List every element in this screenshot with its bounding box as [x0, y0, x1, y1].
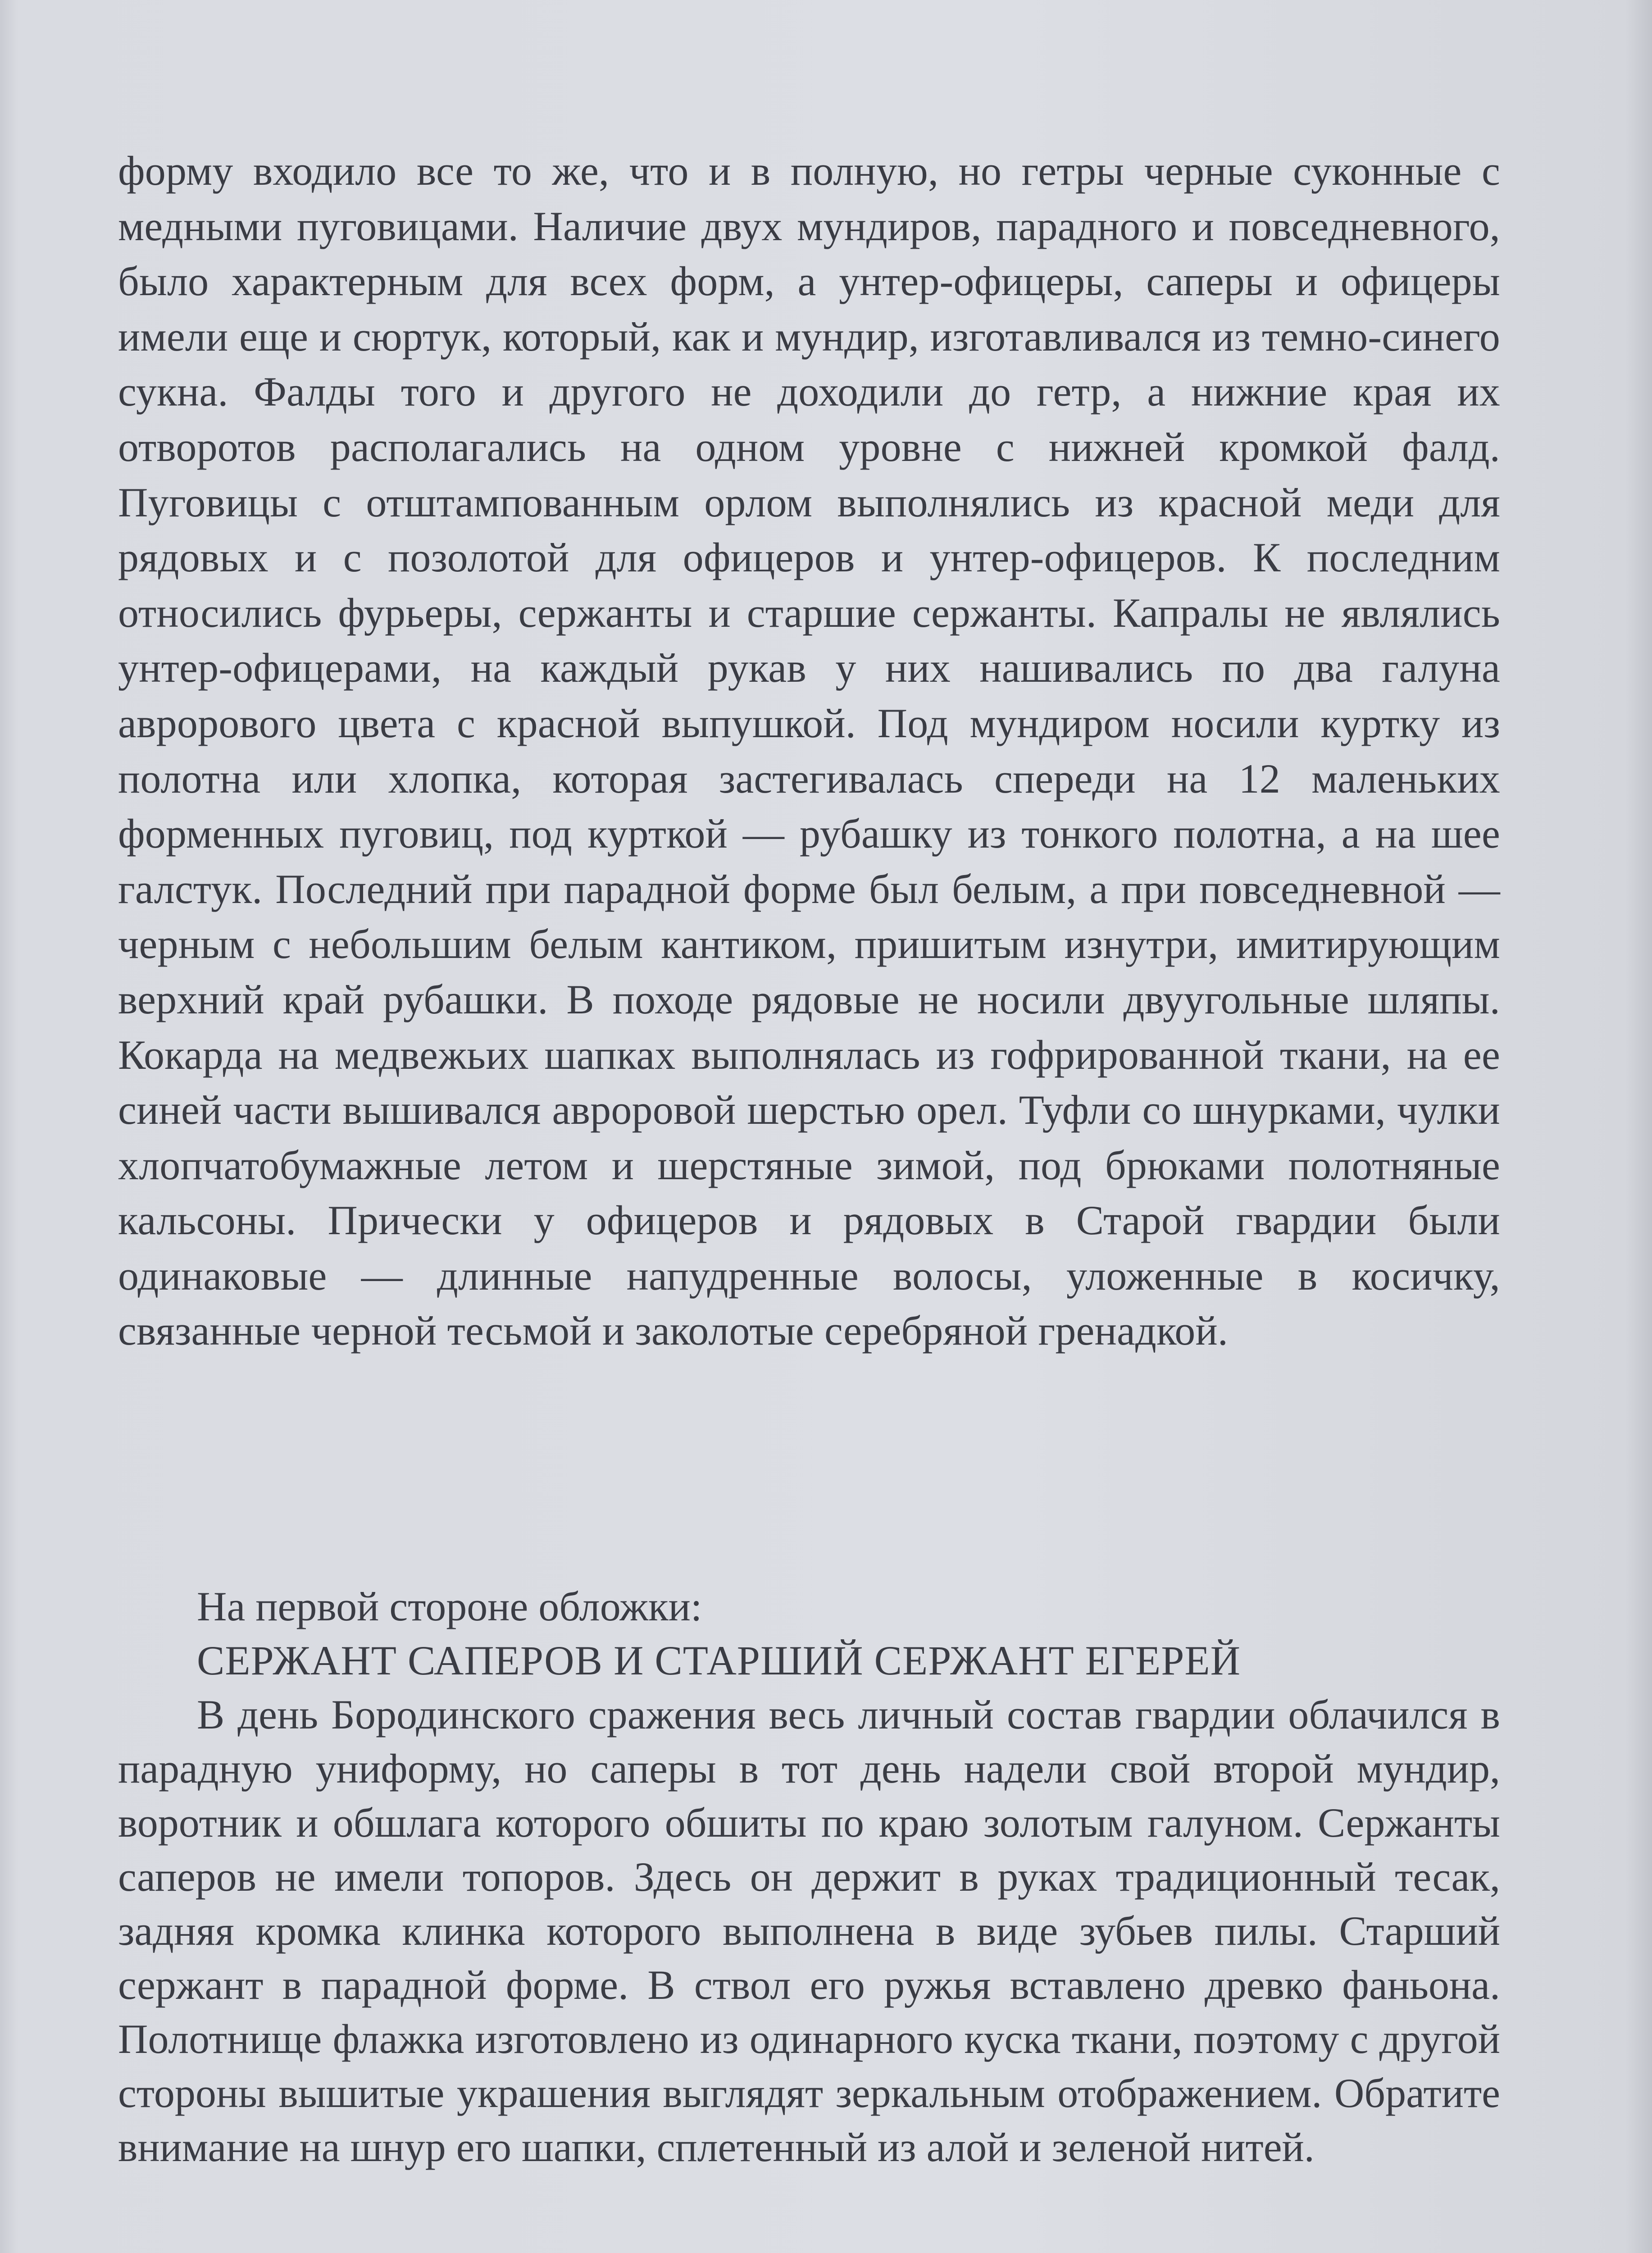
cover-caption — [118, 1579, 1500, 2174]
caption-intro: На первой стороне обложки: — [197, 1583, 702, 1629]
caption-title: СЕРЖАНТ САПЕРОВ И СТАРШИЙ СЕРЖАНТ ЕГЕРЕЙ — [197, 1637, 1241, 1683]
main-text — [118, 143, 1500, 1359]
body-paragraph: форму входило все то же, что и в полную, но гетры черные суконные с медными пуговицами. Наличие двух мундиров, парадного и повседневного, было характерным для всех форм, а унтер-офицеры, саперы и офицеры имели еще и сюртук, который, как и мундир, изготавливался из темно-синего сукна. Фалды того и другого не доходили до гетр, а нижние края их отворотов располагались на одном уровне с нижней кромкой фалд. Пуговицы с отштампованным орлом выполнялись из красной меди для рядовых и с позолотой для офицеров и унтер-офицеров. К последним относились фурьеры, сержанты и старшие сержанты. Капралы не являлись унтер-офицерами, на каждый рукав у них нашивались по два галуна аврорового цвета с красной выпушкой. Под мундиром носили куртку из полотна или хлопка, которая застегивалась спереди на 12 маленьких форменных пуговиц, под курткой — рубашку из тонкого полотна, а на шее галстук. Последний при парадной форме был белым, а при повседневной — черным с небольшим белым кантиком, пришитым изнутри, имитирующим верхний край рубашки. В походе рядовые не носили двуугольные шляпы. Кокарда на медвежьих шапках выполнялась из гофрированной ткани, на ее синей части вышивался авроровой шерстью орел. Туфли со шнурками, чулки хлопчатобумажные летом и шерстяные зимой, под брюками полотняные кальсоны. Прически у офицеров и рядовых в Старой гвардии были одинаковые — длинные напудренные волосы, уложенные в косичку, связанные черной тесьмой и заколотые серебряной гренадкой. — [118, 148, 1500, 1354]
caption-body: В день Бородинского сражения весь личный состав гвардии облачился в парадную униформу, но саперы в тот день надели свой второй мундир, воротник и обшлага которого обшиты по краю золотым галуном. Сержанты саперов не имели топоров. Здесь он держит в руках традиционный тесак, задняя кромка клинка которого выполнена в виде зубьев пилы. Старший сержант в парадной форме. В ствол его ружья вставлено древко фаньона. Полотнище флажка изготовлено из одинарного куска ткани, поэтому с другой стороны вышитые украшения выглядят зеркальным отображением. Обратите внимание на шнур его шапки, сплетенный из алой и зеленой нитей. — [118, 1692, 1500, 2170]
